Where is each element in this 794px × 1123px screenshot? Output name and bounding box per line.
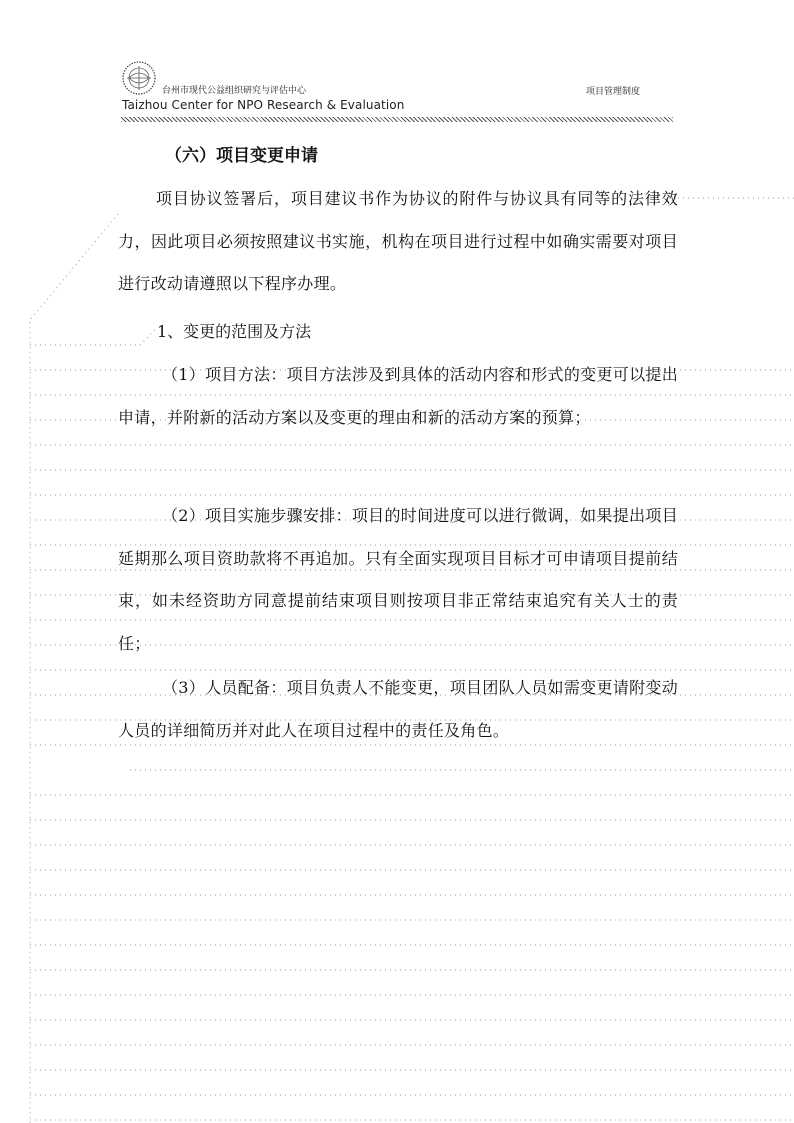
header-rule <box>121 117 673 122</box>
org-name-chinese: 台州市现代公益组织研究与评估中心 <box>162 86 307 96</box>
item-implementation-schedule: （2）项目实施步骤安排：项目的时间进度可以进行微调，如果提出项目延期那么项目资助款将不再追加。只有全面实现项目目标才可申请项目提前结束，如未经资助方同意提前结束项目则按项目非正常结束追究有关人士的责任； <box>118 506 678 653</box>
item-staffing: （3）人员配备：项目负责人不能变更，项目团队人员如需变更请附变动人员的详细简历并对此人在项目过程中的责任及角色。 <box>118 678 678 740</box>
org-name-english: Taizhou Center for NPO Research & Evaluation <box>122 98 405 112</box>
intro-paragraph: 项目协议签署后，项目建议书作为协议的附件与协议具有同等的法律效力，因此项目必须按照建议书实施，机构在项目进行过程中如确实需要对项目进行改动请遵照以下程序办理。 <box>118 189 678 293</box>
item-project-method: （1）项目方法：项目方法涉及到具体的活动内容和形式的变更可以提出申请，并附新的活动方案以及变更的理由和新的活动方案的预算； <box>118 365 678 427</box>
globe-logo-icon <box>121 60 157 96</box>
subsection-title: 1、变更的范围及方法 <box>157 322 312 341</box>
document-label: 项目管理制度 <box>586 87 641 97</box>
section-title: （六）项目变更申请 <box>165 146 318 166</box>
